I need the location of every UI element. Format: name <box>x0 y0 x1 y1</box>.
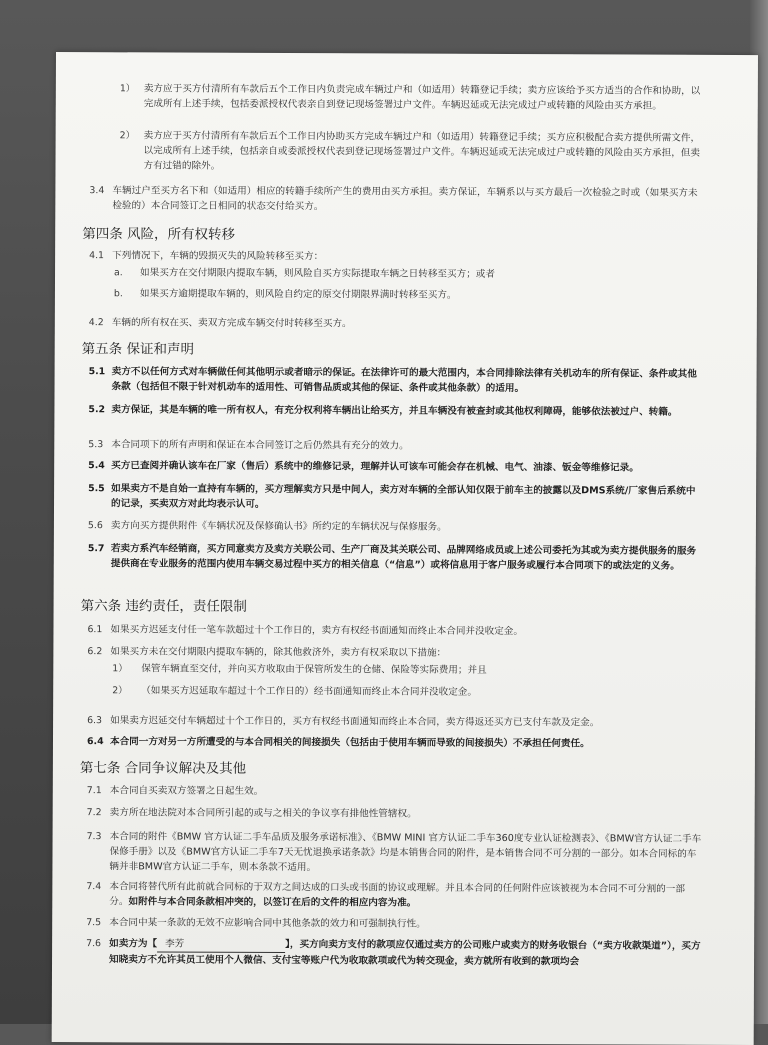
section-heading: 第五条 保证和声明 <box>81 341 195 358</box>
clause-text: （如果买方迟延取车超过十个工作日的）经书面通知而终止本合同并没收定金。 <box>141 685 478 698</box>
clause-num: b. <box>113 288 123 300</box>
clause-text-bold: 如附件与本合同条款相冲突的，以签订在后的文件的相应内容为准。 <box>128 896 417 909</box>
clause-num: 4.2 <box>88 317 104 329</box>
clause-num: 6.1 <box>87 624 103 636</box>
clause-text: 若卖方系汽车经销商，买方同意卖方及卖方关联公司、生产厂商及其关联公司、品牌网络成员或上述公司委托为其或为卖方提供服务的服务提供商在专业服务的范围内使用车辆交易过程中买方的相关信息（“信息”）或将信息用于客户服务或履行本合同项下的或法定的义务。 <box>110 543 697 572</box>
clause-text: 卖方应于买方付清所有车款后五个工作日内负责完成车辆过户和（如适用）转籍登记手续；卖方应该给予买方适当的合作和协助，以完成所有上述手续，包括委派授权代表亲自到登记现场签署过户文件。车辆迟延或无法完成过户或转籍的风险由买方承担。 <box>143 83 701 112</box>
clause-num: 7.3 <box>86 831 102 843</box>
clause-num: 6.4 <box>86 736 104 748</box>
clause-num: 2） <box>112 685 128 697</box>
section-heading: 第四条 风险，所有权转移 <box>82 226 236 243</box>
clause-num: a. <box>114 267 123 279</box>
clause-text: 如果买方逾期提取车辆的，则风险自约定的原交付期限界满时转移至买方。 <box>139 288 457 301</box>
contract-page <box>52 52 758 1045</box>
clause-num: 1） <box>119 83 136 95</box>
clause-text-part: 如卖方为【 <box>109 938 158 950</box>
clause-num: 5.1 <box>88 366 106 378</box>
clause-text: 卖方不以任何方式对车辆做任何其他明示或者暗示的保证。在法律许可的最大范围内，本合同排除法律有关机动车的所有保证、条件或其他条款（包括但不限于针对机动车的适用性、可销售品质或其他的保证、条件或其他条款）的适用。 <box>111 366 697 395</box>
clause-num: 7.5 <box>86 917 102 929</box>
seller-name-field: 李芳 <box>157 936 285 953</box>
clause-num: 2） <box>119 130 136 142</box>
clause-num: 7.6 <box>86 938 102 950</box>
clause-num: 7.4 <box>86 881 102 893</box>
clause-num: 4.1 <box>89 250 105 262</box>
clause-num: 5.5 <box>88 483 105 495</box>
clause-text: 卖方向买方提供附件《车辆状况及保修确认书》所约定的车辆状况与保修服务。 <box>110 520 447 533</box>
clause-text: 如果卖方迟延交付车辆超过十个工作日的，买方有权经书面通知而终止本合同，卖方得返还买方已支付车款及定金。 <box>110 715 600 729</box>
clause-text: 如果买方未在交付期限内提取车辆的，除其他救济外，卖方有权采取以下措施： <box>110 646 447 659</box>
clause-num: 1） <box>112 663 128 675</box>
clause-num: 5.7 <box>87 543 105 555</box>
clause-num: 6.3 <box>87 715 103 727</box>
clause-num: 3.4 <box>89 185 105 197</box>
clause-text: 如果买方迟延支付任一笔车款超过十个工作日的，卖方有权经书面通知而终止本合同并没收定金。 <box>110 624 524 638</box>
clause-num: 7.2 <box>86 807 102 819</box>
clause-num: 5.3 <box>88 439 104 451</box>
clause-text: 卖方保证，其是车辆的唯一所有权人，有充分权利将车辆出让给买方，并且车辆没有被查封或其他权利障碍，能够依法被过户、转籍。 <box>111 404 678 418</box>
clause-num: 5.4 <box>88 460 105 472</box>
clause-text: 如果卖方不是自始一直持有车辆的，买方理解卖方只是中间人，卖方对车辆的全部认知仅限于前车主的披露以及DMS系统/厂家售后系统中的记录，买卖双方对此均表示认可。 <box>111 483 696 510</box>
clause-text <box>109 879 701 912</box>
clause-num: 6.2 <box>87 646 103 658</box>
clause-text: 车辆过户至买方名下和（如适用）相应的转籍手续所产生的费用由买方承担。卖方保证，车辆系以与买方最后一次检验之时或（如果买方未检验的）本合同签订之日相同的状态交付给买方。 <box>112 185 698 213</box>
clause-text: 本合同项下的所有声明和保证在本合同签订之后仍然具有充分的效力。 <box>111 439 409 452</box>
clause-num: 5.2 <box>88 404 106 416</box>
section-heading: 第六条 违约责任，责任限制 <box>80 598 247 615</box>
clause-text-part: 本合同将替代所有此前就合同标的于双方之间达成的口头或书面的协议或理解。并且本合同的任何附件应该被视为本合同不可分割的一部分。 <box>109 881 686 908</box>
clause-text: 卖方应于买方付清所有车款后五个工作日内协助买方完成车辆过户和（如适用）转籍登记手续；买方应积极配合卖方提供所需文件，以完成所有上述手续，包括亲自或委派授权代表到登记现场签署过户文件。车辆迟延或无法完成过户或转籍的风险由买方承担，但卖方有过错的除外。 <box>143 130 701 172</box>
clause-text: 本合同自买卖双方签署之日起生效。 <box>109 785 264 797</box>
clause-text: 本合同中某一条款的无效不应影响合同中其他条款的效力和可强制执行性。 <box>109 917 426 930</box>
clause-text-part: 】，买方向卖方支付的款项应仅通过卖方的公司账户或卖方的财务收银台（“卖方收款渠道”），买方知晓卖方不允许其员工使用个人微信、支付宝等账户代为收取款项或代为转交现金，卖方就所有收到的款项均会 <box>109 939 701 968</box>
clause-text: 保管车辆直至交付，并向买方收取由于保管所发生的仓储、保险等实际费用；并且 <box>141 663 487 676</box>
section-heading: 第七条 合同争议解决及其他 <box>79 760 247 777</box>
clause-num: 5.6 <box>87 520 103 532</box>
clause-text: 买方已查阅并确认该车在厂家（售后）系统中的维修记录，理解并认可该车可能会存在机械、电气、油漆、钣金等维修记录。 <box>111 460 639 474</box>
clause-num: 7.1 <box>86 785 102 797</box>
clause-text: 本合同的附件《BMW 官方认证二手车品质及服务承诺标准》、《BMW MINI 官方认证二手车360度专业认证检测表》、《BMW官方认证二手车保修手册》以及《BMW官方认证二手车7天无忧退换承诺条款》均是本销售合同的附件，是本销售合同不可分割的一部分。如本合同标的车辆并非BMW官方认证二手车，则本条款不适用。 <box>109 831 702 874</box>
clause-text: 下列情况下，车辆的毁损灭失的风险转移至买方： <box>112 250 324 263</box>
clause-text: 车辆的所有权在买、卖双方完成车辆交付时转移至买方。 <box>111 317 352 330</box>
clause-text: 卖方所在地法院对本合同所引起的或与之相关的争议享有排他性管辖权。 <box>109 807 417 820</box>
clause-text: 如果买方在交付期限内提取车辆，则风险自买方实际提取车辆之日转移至买方；或者 <box>140 267 496 280</box>
clause-text: 本合同一方对另一方所遭受的与本合同相关的间接损失（包括由于使用车辆而导致的间接损失）不承担任何责任。 <box>109 736 590 750</box>
clause-text <box>109 936 701 970</box>
